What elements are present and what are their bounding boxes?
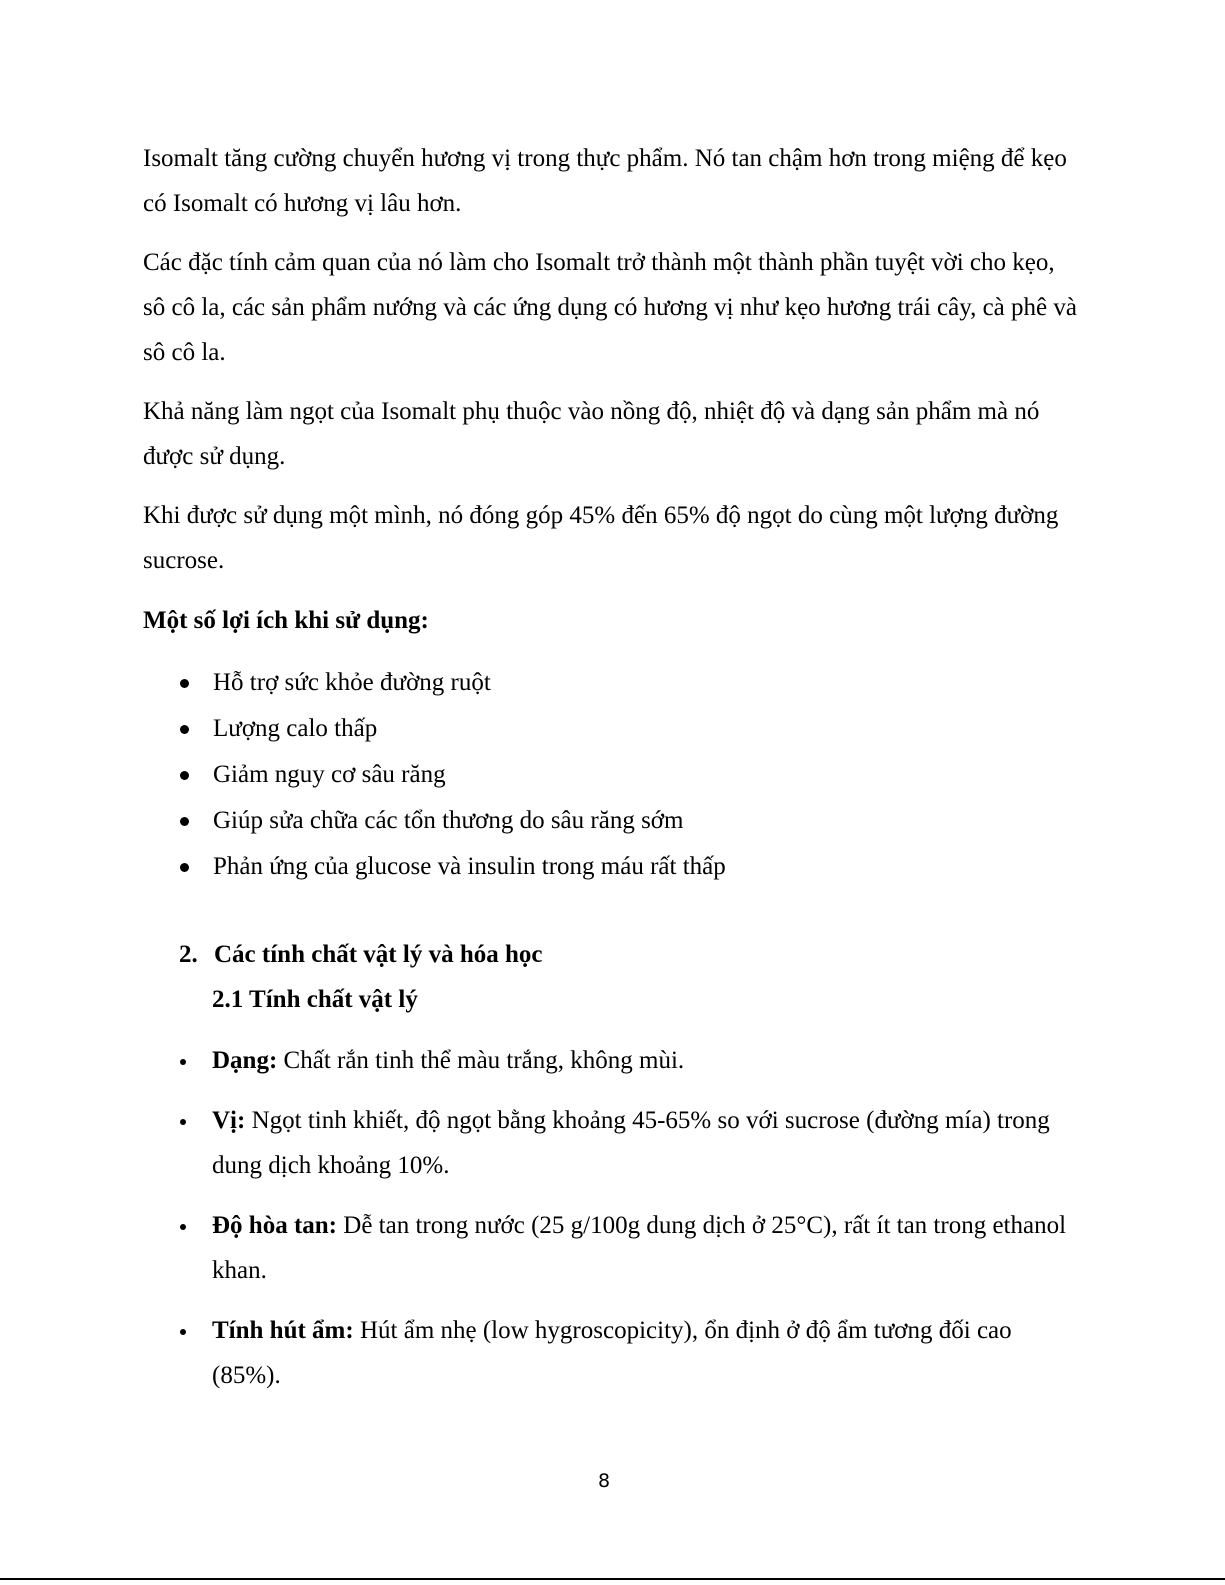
bullet-icon (180, 725, 189, 734)
page-bottom-rule (0, 1578, 1225, 1580)
benefits-heading: Một số lợi ích khi sử dụng: (143, 607, 429, 634)
list-item (143, 1308, 1083, 1398)
list-item (143, 1098, 1083, 1188)
paragraph-flavor: Isomalt tăng cường chuyển hương vị trong thực phẩm. Nó tan chậm hơn trong miệng để kẹo có Isomalt có hương vị lâu hơn. (143, 145, 1067, 217)
list-item (143, 1038, 1083, 1083)
section-number: 2. (179, 941, 198, 968)
property-text: Ngọt tinh khiết, độ ngọt bằng khoảng 45-65% so với sucrose (đường mía) trong dung dịch khoảng 10%. (212, 1107, 1050, 1179)
paragraph-sweetness: Khả năng làm ngọt của Isomalt phụ thuộc vào nồng độ, nhiệt độ và dạng sản phẩm mà nó được sử dụng. (143, 398, 1040, 470)
benefit-text: Giúp sửa chữa các tổn thương do sâu răng sớm (213, 807, 684, 834)
property-text: Dễ tan trong nước (25 g/100g dung dịch ở 25°C), rất ít tan trong ethanol khan. (212, 1212, 1067, 1284)
subsection-heading: 2.1 Tính chất vật lý (212, 986, 418, 1013)
bullet-icon (180, 679, 189, 688)
list-item (143, 752, 726, 798)
property-text: Hút ẩm nhẹ (low hygroscopicity), ổn định ở độ ẩm tương đối cao (85%). (212, 1317, 1012, 1389)
bullet-icon (180, 1059, 186, 1065)
section-title: Các tính chất vật lý và hóa học (214, 941, 543, 968)
bullet-icon (180, 863, 189, 872)
page-number: 8 (597, 1470, 611, 1492)
benefit-text: Phản ứng của glucose và insulin trong máu rất thấp (213, 853, 726, 880)
list-item (143, 1203, 1083, 1293)
benefit-text: Giảm nguy cơ sâu răng (213, 761, 446, 788)
benefit-text: Hỗ trợ sức khỏe đường ruột (213, 669, 491, 696)
list-item (143, 798, 726, 844)
section-heading (179, 932, 542, 977)
paragraph-sensory: Các đặc tính cảm quan của nó làm cho Isomalt trở thành một thành phần tuyệt vời cho kẹo, sô cô la, các sản phẩm nướng và các ứng dụng có hương vị như kẹo hương trái cây, cà phê và sô cô la. (143, 249, 1077, 366)
list-item (143, 844, 726, 890)
list-item (143, 660, 726, 706)
bullet-icon (180, 771, 189, 780)
bullet-icon (180, 1329, 186, 1335)
bullet-icon (180, 1224, 186, 1230)
property-label: Dạng: (212, 1047, 278, 1074)
bullet-icon (180, 817, 189, 826)
bullet-icon (180, 1119, 186, 1125)
property-label: Độ hòa tan: (212, 1212, 338, 1239)
benefits-list (143, 660, 726, 890)
property-label: Tính hút ẩm: (212, 1317, 354, 1344)
benefit-text: Lượng calo thấp (213, 715, 378, 742)
paragraph-relative-sweetness: Khi được sử dụng một mình, nó đóng góp 45% đến 65% độ ngọt do cùng một lượng đường sucrose. (143, 502, 1059, 574)
list-item (143, 706, 726, 752)
property-text: Chất rắn tinh thể màu trắng, không mùi. (277, 1047, 685, 1074)
property-label: Vị: (212, 1107, 246, 1134)
